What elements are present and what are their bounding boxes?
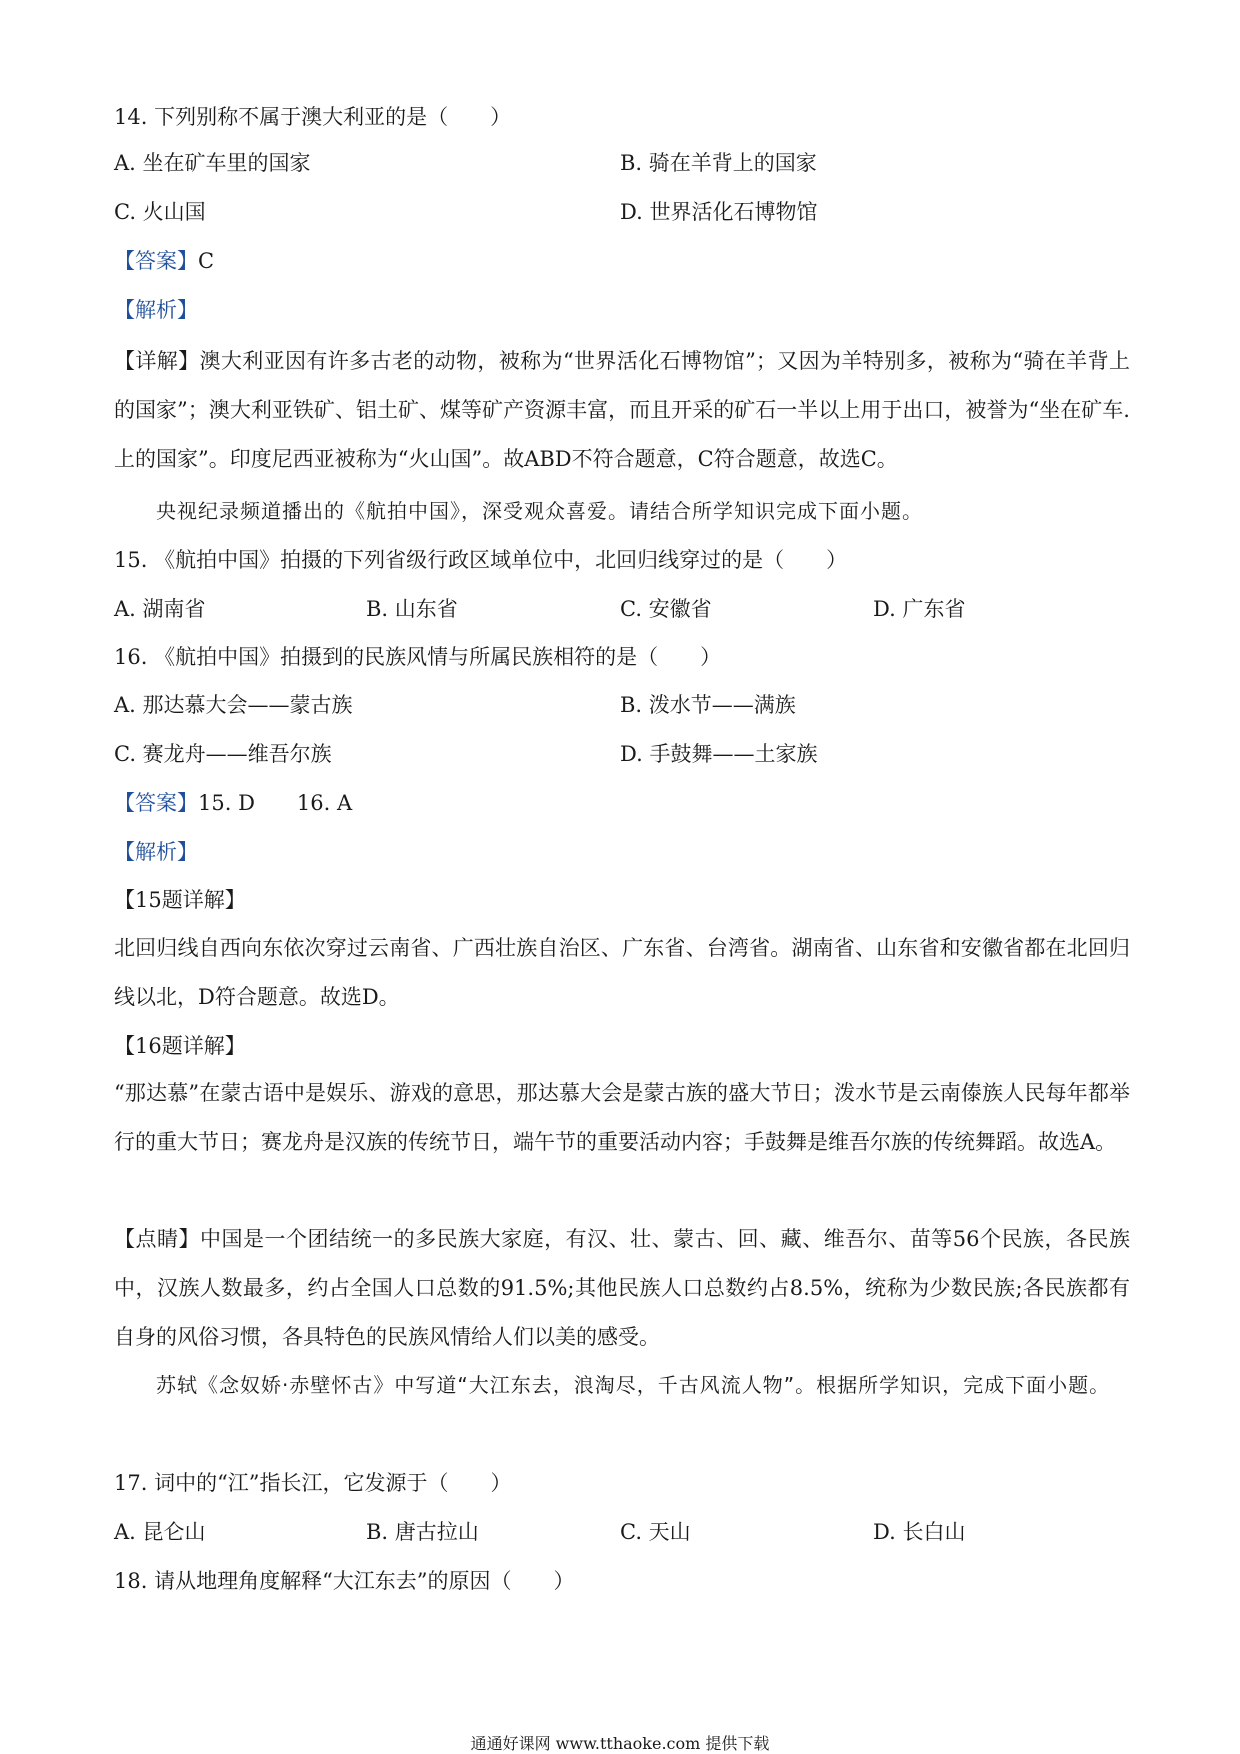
detail-15: 北回归线自西向东依次穿过云南省、广西壮族自治区、广东省、台湾省。湖南省、山东省和安徽省都在北回归线以北，D符合题意。故选D。 (114, 936, 1130, 1009)
question-15-option-d: D. 广东省 (873, 597, 966, 621)
question-18-stem: 18. 请从地理角度解释“大江东去”的原因（ ） (114, 1569, 575, 1593)
question-14-stem: 14. 下列别称不属于澳大利亚的是（ ） (114, 105, 512, 129)
question-15-option-c: C. 安徽省 (620, 597, 712, 621)
analysis-tag: 【解析】 (114, 298, 198, 322)
question-14-option-c: C. 火山国 (114, 200, 206, 224)
question-17-option-d: D. 长白山 (873, 1520, 966, 1544)
answer-16-value: 16. A (296, 791, 353, 815)
section-intro-2: 苏轼《念奴娇·赤壁怀古》中写道“大江东去，浪淘尽，千古风流人物”。根据所学知识，完成下面小题。 (156, 1373, 1111, 1397)
question-17-option-a: A. 昆仑山 (114, 1520, 206, 1544)
question-14-option-d: D. 世界活化石博物馆 (620, 200, 818, 224)
answer-15-value: 15. D (198, 791, 255, 815)
detail-16-tag: 【16题详解】 (114, 1034, 246, 1058)
detail-16: “那达慕”在蒙古语中是娱乐、游戏的意思，那达慕大会是蒙古族的盛大节日；泼水节是云南傣族人民每年都举行的重大节日；赛龙舟是汉族的传统节日，端午节的重要活动内容；手鼓舞是维吾尔族的传统舞蹈。故选A。 (114, 1081, 1130, 1154)
question-15-stem: 15. 《航拍中国》拍摄的下列省级行政区域单位中，北回归线穿过的是（ ） (114, 548, 848, 572)
question-17-stem: 17. 词中的“江”指长江，它发源于（ ） (114, 1471, 512, 1495)
detail-15-tag: 【15题详解】 (114, 888, 246, 912)
answer-15-16-line (114, 788, 352, 818)
analysis-tag: 【解析】 (114, 840, 198, 864)
detail-14: 【详解】澳大利亚因有许多古老的动物，被称为“世界活化石博物馆”；又因为羊特别多，被称为“骑在羊背上的国家”；澳大利亚铁矿、铝土矿、煤等矿产资源丰富，而且开采的矿石一半以上用于出口，被誉为“坐在矿车.上的国家”。印度尼西亚被称为“火山国”。故ABD不符合题意，C符合题意，故选C。 (114, 349, 1130, 471)
question-14-option-a: A. 坐在矿车里的国家 (114, 151, 311, 175)
question-16-option-d: D. 手鼓舞——土家族 (620, 742, 818, 766)
question-16-option-a: A. 那达慕大会——蒙古族 (114, 693, 353, 717)
section-intro-1: 央视纪录频道播出的《航拍中国》，深受观众喜爱。请结合所学知识完成下面小题。 (156, 499, 923, 523)
answer-tag: 【答案】 (114, 791, 198, 815)
question-15-option-a: A. 湖南省 (114, 597, 206, 621)
question-17-option-b: B. 唐古拉山 (366, 1520, 479, 1544)
question-16-option-c: C. 赛龙舟——维吾尔族 (114, 742, 332, 766)
answer-14-line (114, 246, 214, 276)
question-17-option-c: C. 天山 (620, 1520, 691, 1544)
dianjing-note: 【点睛】中国是一个团结统一的多民族大家庭，有汉、壮、蒙古、回、藏、维吾尔、苗等56个民族，各民族中，汉族人数最多，约占全国人口总数的91.5%;其他民族人口总数约占8.5%，统称为少数民族;各民族都有自身的风俗习惯，各具特色的民族风情给人们以美的感受。 (114, 1227, 1130, 1349)
question-16-stem: 16. 《航拍中国》拍摄到的民族风情与所属民族相符的是（ ） (114, 645, 722, 669)
answer-tag: 【答案】 (114, 249, 198, 273)
question-14-option-b: B. 骑在羊背上的国家 (620, 151, 817, 175)
question-15-option-b: B. 山东省 (366, 597, 458, 621)
answer-14-value: C (198, 249, 215, 273)
page-footer: 通通好课网 www.tthaoke.com 提供下载 (470, 1734, 770, 1753)
question-16-option-b: B. 泼水节——满族 (620, 693, 796, 717)
